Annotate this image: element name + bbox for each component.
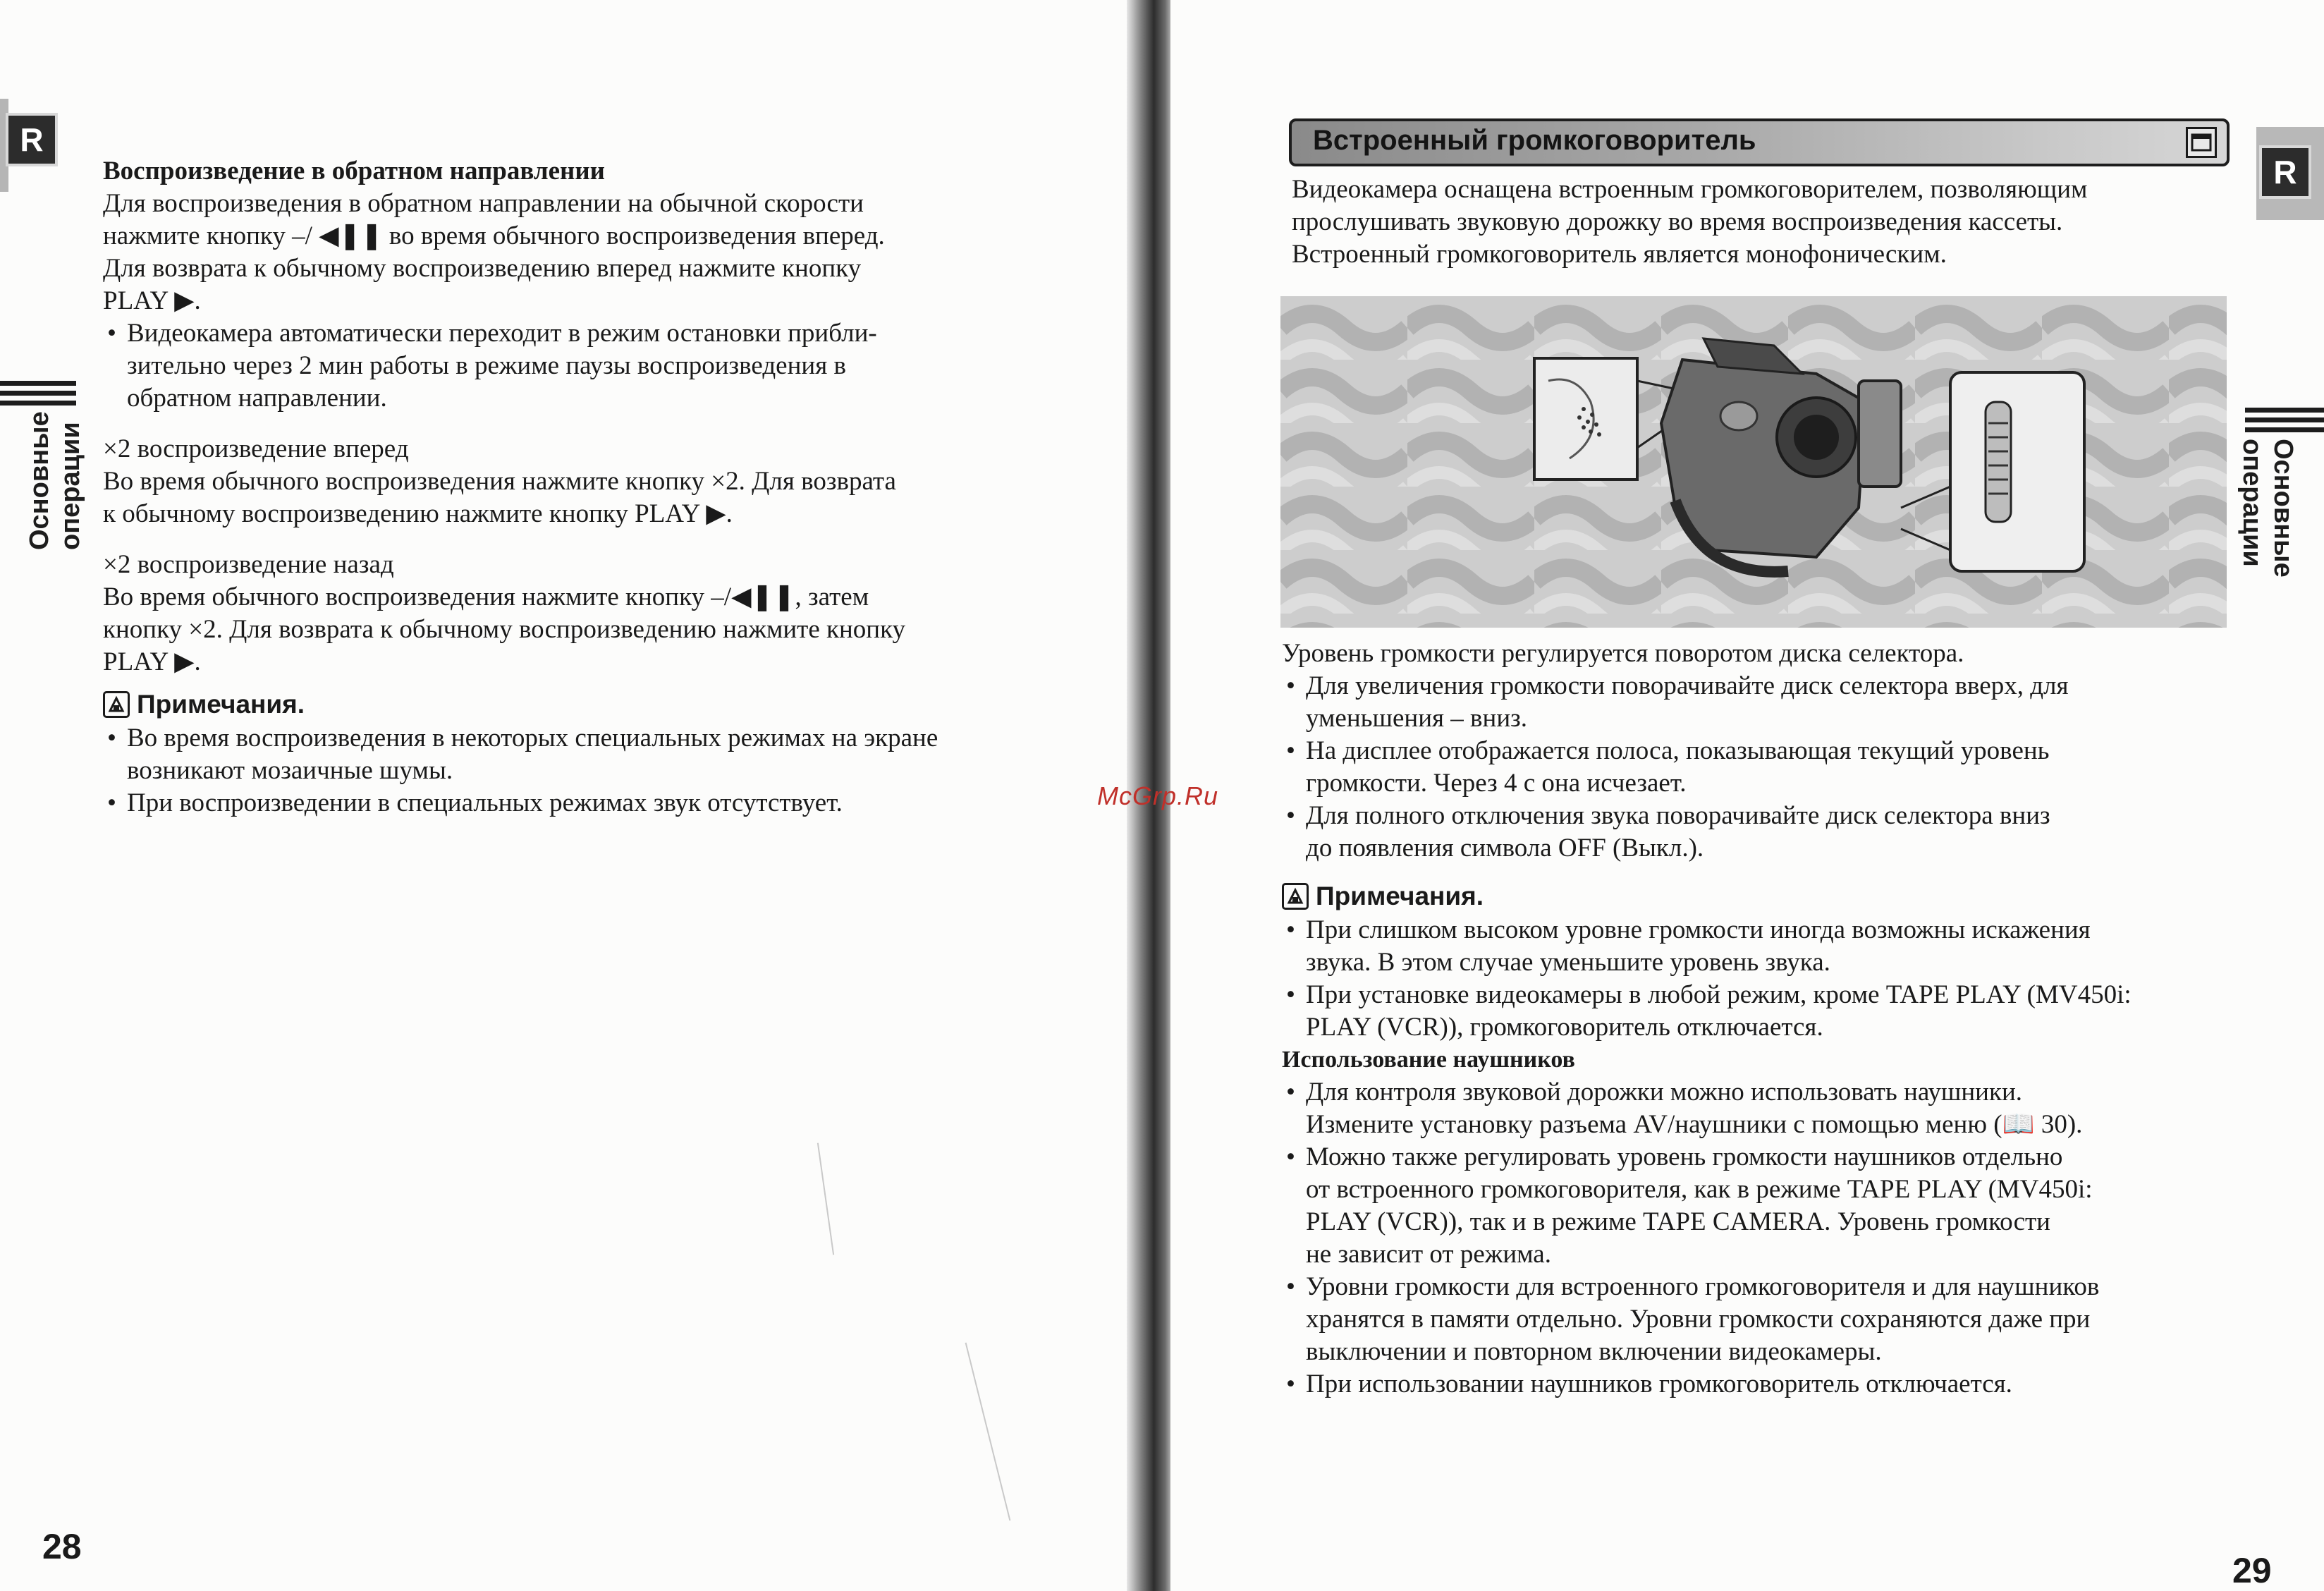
bullet-line: не зависит от режима.	[1306, 1240, 1551, 1269]
playback-mode-icon	[2186, 127, 2217, 158]
scan-artifact	[965, 1343, 1011, 1521]
volume-bullet	[1282, 670, 2234, 735]
x2-forward-heading: ×2 воспроизведение вперед	[103, 434, 409, 463]
note-line: возникают мозаичные шумы.	[127, 756, 453, 785]
bullet-line: хранятся в памяти отдельно. Уровни громкости сохраняются даже при	[1306, 1305, 2091, 1334]
intro-line: Видеокамера оснащена встроенным громкоговорителем, позволяющим	[1292, 175, 2088, 204]
note-item	[1282, 979, 2234, 1044]
section-title: Встроенный громкоговоритель	[1313, 125, 1756, 156]
bullet-line: выключении и повторном включении видеокамеры.	[1306, 1337, 1882, 1366]
left-text-column	[103, 155, 1034, 819]
side-chapter-label	[2237, 439, 2299, 578]
side-label-line-2: операции	[56, 422, 85, 550]
watermark: McGrp.Ru	[1097, 781, 1219, 810]
intro-text	[1292, 173, 2230, 271]
reverse-line: PLAY ▶.	[103, 286, 201, 315]
side-label-line-2: операции	[2237, 439, 2267, 567]
reverse-bullet	[103, 317, 1034, 415]
page-number-right: 29	[2232, 1551, 2272, 1590]
bullet-line: • На дисплее отображается полоса, показывающая текущий уровень	[1306, 736, 2050, 765]
bullet-line: уменьшения – вниз.	[1306, 704, 1527, 733]
note-line: PLAY (VCR)), громкоговоритель отключается.	[1306, 1013, 1823, 1042]
volume-intro: Уровень громкости регулируется поворотом диска селектора.	[1282, 639, 1964, 668]
note-line: • При слишком высоком уровне громкости иногда возможны искажения	[1306, 915, 2091, 944]
left-page	[0, 0, 1135, 1591]
intro-line: Встроенный громкоговоритель является монофоническим.	[1292, 240, 1947, 269]
volume-text	[1282, 638, 2234, 1401]
bullet-line: зительно через 2 мин работы в режиме паузы воспроизведения в	[127, 351, 846, 380]
bullet-line: • Уровни громкости для встроенного громкоговорителя и для наушников	[1306, 1272, 2100, 1301]
side-label-line-1: Основные	[25, 411, 54, 550]
note-line: звука. В этом случае уменьшите уровень звука.	[1306, 948, 1830, 977]
x2-back-line: кнопку ×2. Для возврата к обычному воспроизведению нажмите кнопку	[103, 615, 906, 644]
notes-heading-text: Примечания.	[1316, 882, 1484, 910]
side-chapter-label	[24, 411, 86, 550]
notes-heading-text: Примечания.	[137, 690, 305, 719]
bullet-line: • Для полного отключения звука поворачивайте диск селектора вниз	[1306, 801, 2050, 830]
bullet-line: • Видеокамера автоматически переходит в режим остановки прибли-	[127, 319, 877, 348]
section-title-bar	[1289, 118, 2230, 166]
note-icon	[103, 691, 130, 718]
note-item	[103, 722, 1034, 787]
note-line: • Во время воспроизведения в некоторых специальных режимах на экране	[127, 724, 938, 752]
bullet-line: • Для контроля звуковой дорожки можно использовать наушники.	[1306, 1078, 2023, 1107]
notes-heading	[1282, 880, 2234, 913]
bullet-line: Измените установку разъема AV/наушники с помощью меню (📖 30).	[1306, 1110, 2083, 1139]
headphones-bullet	[1282, 1141, 2234, 1271]
x2-back-line: PLAY ▶.	[103, 647, 201, 676]
bullet-line: от встроенного громкоговорителя, как в режиме TAPE PLAY (MV450i:	[1306, 1175, 2093, 1204]
note-item	[1282, 914, 2234, 979]
headphones-heading: Использование наушников	[1282, 1047, 1575, 1073]
headphones-bullet	[1282, 1076, 2234, 1141]
headphones-bullet	[1282, 1271, 2234, 1368]
x2-forward-line: Во время обычного воспроизведения нажмите кнопку ×2. Для возврата	[103, 467, 896, 496]
side-marker-lines	[0, 381, 76, 410]
note-item	[103, 787, 1034, 819]
x2-back-line: Во время обычного воспроизведения нажмите кнопку –/◀❚❚, затем	[103, 583, 869, 611]
side-label-line-1: Основные	[2268, 439, 2298, 578]
bullet-line: • При использовании наушников громкоговоритель отключается.	[1306, 1370, 2012, 1398]
side-marker-lines	[2245, 408, 2324, 437]
x2-back-heading: ×2 воспроизведение назад	[103, 550, 394, 579]
volume-bullet	[1282, 800, 2234, 865]
volume-bullet	[1282, 735, 2234, 800]
note-icon	[1282, 883, 1309, 910]
bullet-line: громкости. Через 4 с она исчезает.	[1306, 769, 1687, 798]
bullet-line: • Можно также регулировать уровень громкости наушников отдельно	[1306, 1142, 2063, 1171]
section-tab-r: R	[6, 113, 58, 166]
headphones-bullet	[1282, 1368, 2234, 1401]
bullet-line: до появления символа OFF (Выкл.).	[1306, 834, 1704, 862]
bullet-line: • Для увеличения громкости поворачивайте диск селектора вверх, для	[1306, 671, 2069, 700]
notes-heading	[103, 688, 1034, 721]
reverse-heading: Воспроизведение в обратном направлении	[103, 157, 605, 185]
reverse-line: Для возврата к обычному воспроизведению вперед нажмите кнопку	[103, 254, 862, 283]
x2-forward-line: к обычному воспроизведению нажмите кнопку PLAY ▶.	[103, 499, 733, 528]
camcorder-speaker-illustration	[1280, 296, 2227, 628]
bullet-line: обратном направлении.	[127, 384, 387, 413]
reverse-line: Для воспроизведения в обратном направлении на обычной скорости	[103, 189, 864, 218]
section-tab-r: R	[2259, 145, 2311, 199]
scan-artifact	[817, 1143, 834, 1255]
intro-line: прослушивать звуковую дорожку во время воспроизведения кассеты.	[1292, 207, 2063, 236]
note-line: • При воспроизведении в специальных режимах звук отсутствует.	[127, 788, 843, 817]
page-number-left: 28	[42, 1527, 82, 1566]
reverse-line: нажмите кнопку –/ ◀❚❚ во время обычного воспроизведения вперед.	[103, 221, 885, 250]
bullet-line: PLAY (VCR)), так и в режиме TAPE CAMERA. Уровень громкости	[1306, 1207, 2050, 1236]
note-line: • При установке видеокамеры в любой режим, кроме TAPE PLAY (MV450i:	[1306, 980, 2132, 1009]
